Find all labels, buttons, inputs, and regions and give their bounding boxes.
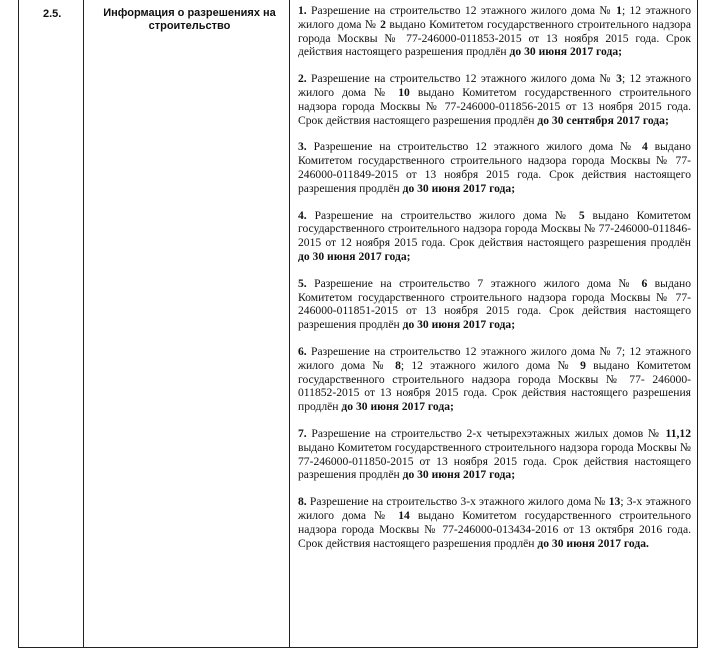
permit-entry-1 — [298, 4, 691, 59]
entry-number: 6. — [298, 344, 307, 358]
row-number: 2.5. — [43, 8, 62, 20]
entry-text: выдано Комитетом государственного строительного надзора города Москвы № 77- 246000-011852-2015 от 13 ноября 2015 года. Срок действия настоящего разрешения продлён — [298, 358, 691, 414]
entry-text: Разрешение на строительство 7 этажного жилого дома № — [306, 276, 642, 290]
permit-entry-2 — [298, 72, 691, 127]
entry-deadline: до 30 июня 2017 года; — [402, 318, 516, 332]
entry-deadline: до 30 июня 2017 года; — [341, 400, 454, 414]
permit-entry-8 — [298, 495, 691, 550]
entry-number: 1. — [298, 4, 307, 17]
permit-list — [290, 0, 697, 550]
row-label-cell — [84, 0, 290, 648]
permit-entry-3 — [298, 140, 691, 195]
entry-text: выдано Комитетом государственного строительного надзора города Москвы № 77-246000-011853-2015 от 13 ноября 2015 года. Срок действия настоящего разрешения продлён — [298, 17, 691, 59]
house-number: 9 — [580, 358, 586, 372]
house-number: 2 — [380, 17, 386, 31]
entry-text: выдано Комитетом государственного строительного надзора города Москвы № 77-246000-011851-2015 от 13 ноября 2015 года. Срок действия настоящего разрешения продлён — [298, 276, 691, 332]
permit-entry-7 — [298, 427, 691, 482]
table-row — [19, 0, 698, 648]
house-number: 10 — [398, 85, 410, 99]
entry-text: выдано Комитетом государственного строительного надзора города Москвы № 77-246000-011849-2015 от 13 ноября 2015 года. Срок действия настоящего разрешения продлён — [298, 140, 691, 195]
house-number: 1 — [616, 4, 622, 17]
entry-deadline: до 30 июня 2017 года; — [298, 249, 411, 263]
house-number: 14 — [398, 508, 410, 522]
entry-text: ; 12 этажного жилого дома № — [298, 72, 691, 99]
entry-deadline: до 30 июня 2017 года; — [402, 468, 516, 482]
row-number-cell — [19, 0, 84, 648]
entry-text: выдано Комитетом государственного строительного надзора города Москвы № 77-246000-013434-2016 от 13 октября 2016 года. Срок действия настоящего разрешения продлён — [298, 508, 691, 550]
house-number: 4 — [641, 140, 648, 154]
entry-number: 5. — [298, 276, 307, 290]
house-number: 11,12 — [665, 426, 691, 440]
entry-text: выдано Комитетом государственного строительного надзора города Москвы № 77-246000-011850-2015 от 13 ноября 2015 года. Срок действия настоящего разрешения продлён — [298, 440, 691, 482]
entry-text: Разрешение на строительство 12 этажного жилого дома № — [306, 140, 642, 154]
entry-text: Разрешение на строительство 12 этажного жилого дома № — [306, 4, 617, 17]
permit-entry-4 — [298, 209, 691, 264]
entry-number: 2. — [298, 72, 307, 86]
permit-entry-6 — [298, 345, 691, 414]
entry-text: Разрешение на строительство 12 этажного жилого дома № 7; 12 этажного жилого дома № — [298, 344, 691, 372]
house-number: 6 — [641, 276, 648, 290]
entry-number: 8. — [298, 495, 307, 509]
entry-deadline: до 30 июня 2017 года; — [509, 45, 623, 59]
entry-text: выдано Комитетом государственного строительного надзора города Москвы № 77-246000-011856-2015 от 13 ноября 2015 года. Срок действия настоящего разрешения продлён — [298, 85, 691, 127]
entry-text: ; 12 этажного жилого дома № — [400, 358, 581, 372]
house-number: 3 — [616, 72, 622, 86]
permits-table — [18, 0, 698, 648]
entry-text: Разрешение на строительство 2-х четырехэтажных жилых домов № — [306, 426, 666, 440]
row-label: Информация о разрешениях на строительство — [103, 7, 276, 32]
entry-text: Разрешение на строительство жилого дома № — [306, 208, 579, 222]
entry-text: ; 3-х этажного жилого дома № — [298, 495, 691, 522]
entry-text: Разрешение на строительство 12 этажного жилого дома № — [306, 72, 617, 86]
entry-deadline: до 30 июня 2017 года; — [402, 181, 516, 195]
entry-text: выдано Комитетом государственного строительного надзора города Москвы № 77-246000-011846-2015 от 12 ноября 2015 года. Срок действия настоящего разрешения продлён — [298, 208, 691, 250]
entry-text: ; 12 этажного жилого дома № — [298, 4, 691, 31]
entry-deadline: до 30 июня 2017 года. — [537, 536, 649, 550]
entry-number: 3. — [298, 140, 307, 154]
entry-deadline: до 30 сентября 2017 года; — [537, 113, 669, 127]
house-number: 8 — [395, 358, 401, 372]
permit-entry-5 — [298, 277, 691, 332]
entry-number: 7. — [298, 426, 307, 440]
row-content-cell — [290, 0, 698, 648]
house-number: 5 — [578, 208, 585, 222]
entry-text: Разрешение на строительство 3-х этажного жилого дома № — [306, 495, 609, 509]
house-number: 13 — [608, 495, 621, 509]
entry-number: 4. — [298, 208, 307, 222]
